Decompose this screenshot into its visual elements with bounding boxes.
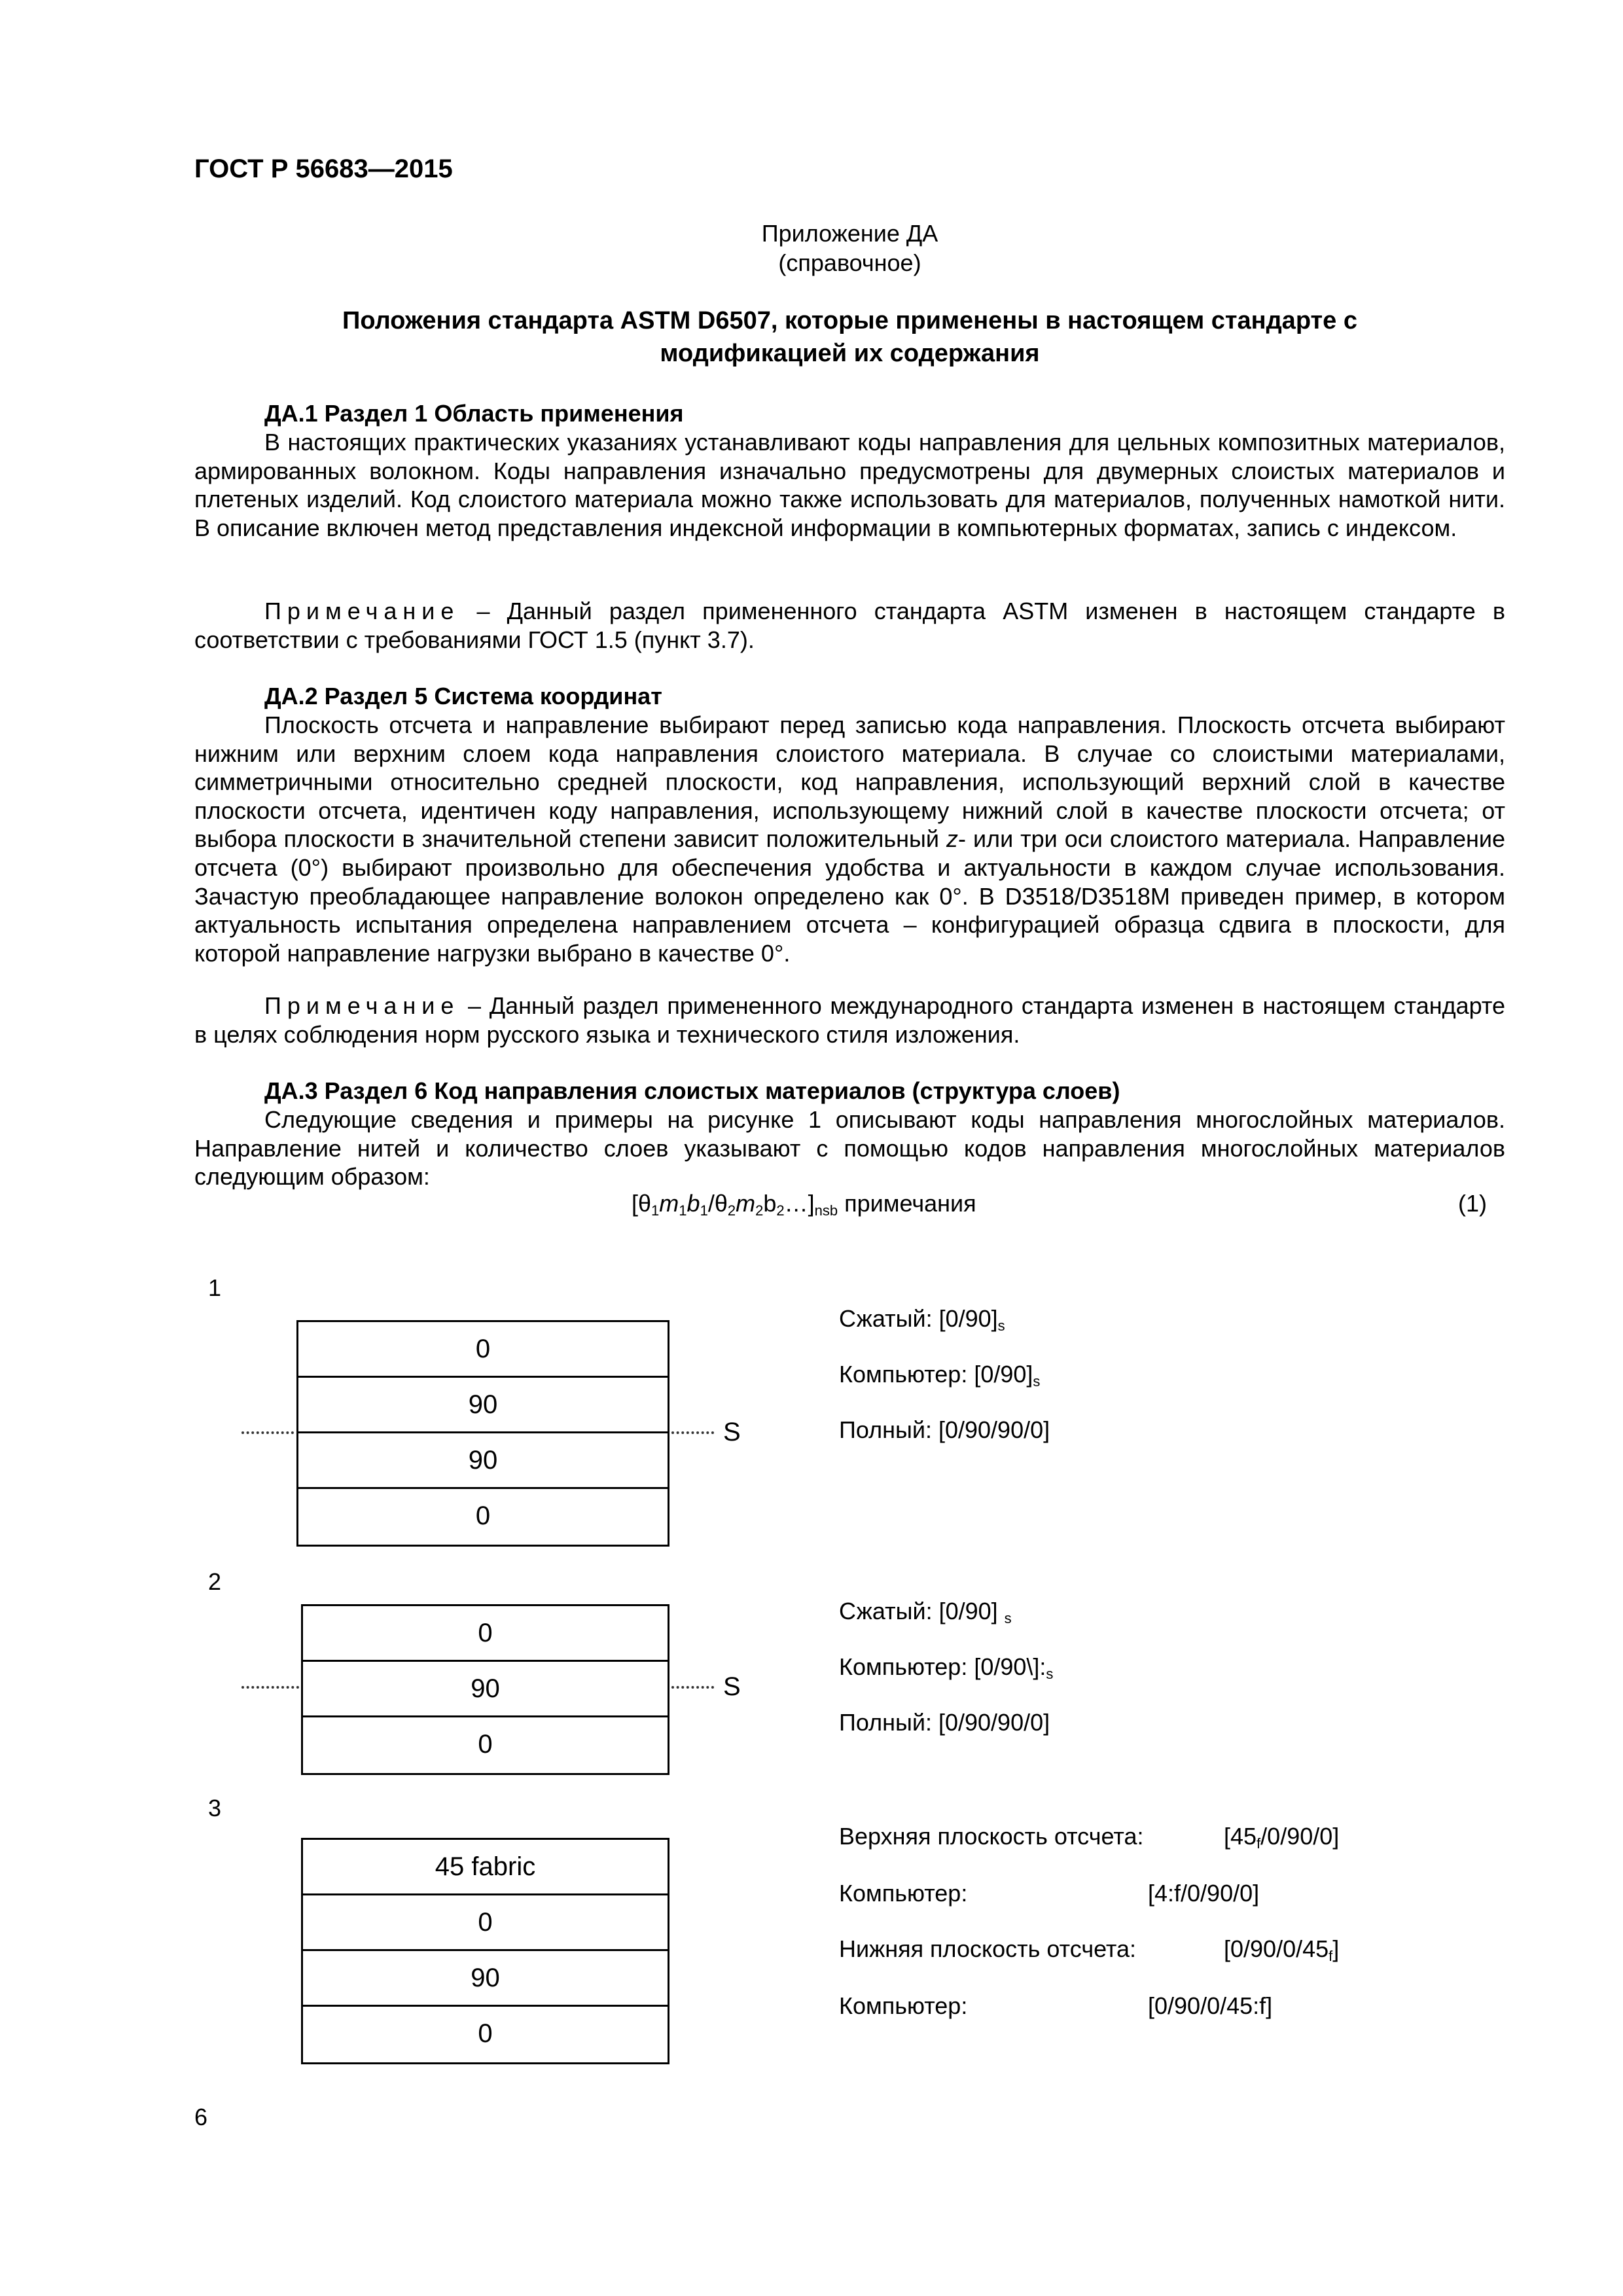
formula: [632, 1189, 976, 1218]
axis-z: z: [946, 825, 958, 853]
appendix-label: Приложение ДА: [761, 220, 938, 247]
text-fragment: 2: [727, 1202, 736, 1219]
text-fragment: s: [1033, 1373, 1041, 1390]
text-fragment: f: [1329, 1948, 1333, 1964]
text-fragment: [0/90/90/0]: [938, 1709, 1050, 1736]
figure-number: 3: [208, 1795, 222, 1821]
section-heading-1: ДА.1 Раздел 1 Область применения: [264, 400, 684, 427]
text-fragment: f: [1257, 1835, 1261, 1852]
midplane-line: [671, 1686, 714, 1689]
code-label: Верхняя плоскость отсчета:: [839, 1823, 1144, 1850]
appendix-kind: (справочное): [778, 249, 921, 276]
section-1-text: В настоящих практических указаниях устанавливают коды направления для цельных композитных материалов, армированных волокном. Коды направления изначально предусмотрены для двумерных слоистых материалов и плетеных изделий. Код слоистого материала можно также использовать для материалов, полученных намоткой нити. В описание включен метод представления индексной информации в компьютерных форматах, запись с индексом.: [194, 429, 1505, 541]
layer: 0: [478, 1730, 493, 1759]
symmetry-label: S: [723, 1418, 741, 1446]
layer: 90: [303, 1662, 668, 1717]
text-fragment: [0/90]: [938, 1598, 1005, 1624]
text-part: Плоскость отсчета и направление выбирают перед записью кода направления. Плоскость отсчета выбирают нижним или верхним слоем кода направления слоистого материала. В случае со слоистыми материалами, симметричными относительно средней плоскости, код направления, использующий верхний слой в качестве плоскости отсчета, идентичен коду направления, использующему нижний слой в качестве плоскости отсчета; от выбора плоскости в значительной степени зависит положительный: [194, 711, 1505, 853]
text-fragment: примечания: [838, 1190, 976, 1217]
layer-stack: [301, 1838, 669, 2064]
midplane-line: [241, 1686, 299, 1689]
section-2-note: [194, 992, 1505, 1049]
layer: 90: [303, 1951, 668, 2007]
text-fragment: …]: [784, 1190, 815, 1217]
layer: 90: [298, 1433, 668, 1489]
layer: 0: [303, 1895, 668, 1951]
text-fragment: [0/90]: [974, 1361, 1033, 1388]
code-label: Нижняя плоскость отсчета:: [839, 1935, 1137, 1962]
text-fragment: b: [763, 1190, 777, 1217]
code-line: [839, 1304, 1005, 1333]
text-fragment: m: [659, 1190, 679, 1217]
text-fragment: /0/90/0]: [1260, 1823, 1340, 1850]
text-fragment: [θ: [632, 1190, 652, 1217]
figure-number: 1: [208, 1274, 222, 1301]
layer-stack: [301, 1604, 669, 1775]
code-value: [1224, 1822, 1339, 1851]
section-1-note: [194, 597, 1505, 654]
midplane-line: [671, 1431, 714, 1434]
text-part: - или три оси слоистого материала. Направление отсчета (0°) выбирают произвольно для обеспечения удобства и актуальности в каждом случае использования. Зачастую преобладающее направление волокон определено как 0°. В D3518/D3518M приведен пример, в котором актуальность испытания определена направлением отсчета – конфигурацией образца сдвига в плоскости, для которой направление нагрузки выбрано в качестве 0°.: [194, 825, 1505, 967]
page-title-line2: модификацией их содержания: [660, 340, 1040, 367]
text-fragment: [0/90\]:: [974, 1653, 1046, 1680]
midplane-line: [241, 1431, 294, 1434]
text-fragment: s: [1004, 1610, 1012, 1626]
section-heading-2: ДА.2 Раздел 5 Система координат: [264, 683, 662, 709]
text-fragment: [0/90/0/45: [1224, 1935, 1329, 1962]
layer: 0: [298, 1322, 668, 1378]
figure-number: 2: [208, 1568, 222, 1595]
text-fragment: 2: [776, 1202, 785, 1219]
text-fragment: nsb: [814, 1202, 838, 1219]
text-fragment: /θ: [707, 1190, 728, 1217]
text-fragment: m: [736, 1190, 756, 1217]
text-fragment: Компьютер:: [839, 1653, 974, 1680]
code-label: Компьютер:: [839, 1880, 968, 1907]
text-fragment: [0/90]: [938, 1305, 998, 1332]
note-text: – Данный раздел примененного стандарта ASTM изменен в настоящем стандарте в соответствии с требованиями ГОСТ 1.5 (пункт 3.7).: [194, 598, 1505, 653]
equation-number: (1): [1458, 1190, 1487, 1217]
text-fragment: 2: [755, 1202, 764, 1219]
code-value: [4:f/0/90/0]: [1148, 1880, 1260, 1907]
symmetry-label: S: [723, 1672, 741, 1701]
text-fragment: [0/90/90/0]: [938, 1416, 1050, 1443]
text-fragment: s: [997, 1318, 1005, 1334]
code-line: [839, 1416, 1050, 1444]
text-fragment: [45: [1224, 1823, 1257, 1850]
note-text: – Данный раздел примененного международного стандарта изменен в настоящем стандарте в целях соблюдения норм русского языка и технического стиля изложения.: [194, 992, 1505, 1048]
layer: 90: [298, 1378, 668, 1433]
layer: 0: [475, 1501, 491, 1530]
layer: 45 fabric: [303, 1840, 668, 1895]
section-heading-3: ДА.3 Раздел 6 Код направления слоистых материалов (структура слоев): [264, 1077, 1120, 1104]
code-line: [839, 1360, 1040, 1389]
section-2-text: [194, 711, 1505, 967]
code-value: [0/90/0/45:f]: [1148, 1992, 1273, 2019]
text-fragment: 1: [679, 1202, 687, 1219]
note-label: Примечание: [264, 598, 460, 624]
code-line: [839, 1708, 1050, 1737]
document-id: ГОСТ Р 56683—2015: [194, 154, 453, 183]
layer-stack: [296, 1320, 669, 1547]
text-fragment: Сжатый:: [839, 1305, 939, 1332]
code-line: [839, 1653, 1053, 1681]
page-number: 6: [194, 2104, 208, 2130]
text-fragment: b: [687, 1190, 700, 1217]
code-label: Компьютер:: [839, 1992, 968, 2019]
code-value: [1224, 1935, 1339, 1964]
layer: 0: [303, 1606, 668, 1662]
text-fragment: Сжатый:: [839, 1598, 939, 1624]
text-fragment: 1: [700, 1202, 708, 1219]
text-fragment: Полный:: [839, 1416, 938, 1443]
note-label: Примечание: [264, 992, 460, 1019]
text-fragment: 1: [651, 1202, 660, 1219]
page-title-line1: Положения стандарта ASTM D6507, которые применены в настоящем стандарте с: [342, 307, 1357, 334]
text-fragment: ]: [1332, 1935, 1340, 1962]
text-fragment: Компьютер:: [839, 1361, 974, 1388]
code-line: [839, 1597, 1012, 1626]
layer: 0: [478, 2019, 493, 2048]
appendix-title: [194, 218, 1505, 249]
text-fragment: Полный:: [839, 1709, 938, 1736]
text-fragment: s: [1046, 1666, 1054, 1682]
section-3-text: Следующие сведения и примеры на рисунке 1 описывают коды направления многослойных материалов. Направление нитей и количество слоев указывают с помощью кодов направления многослойных материалов следующим образом:: [194, 1106, 1505, 1191]
